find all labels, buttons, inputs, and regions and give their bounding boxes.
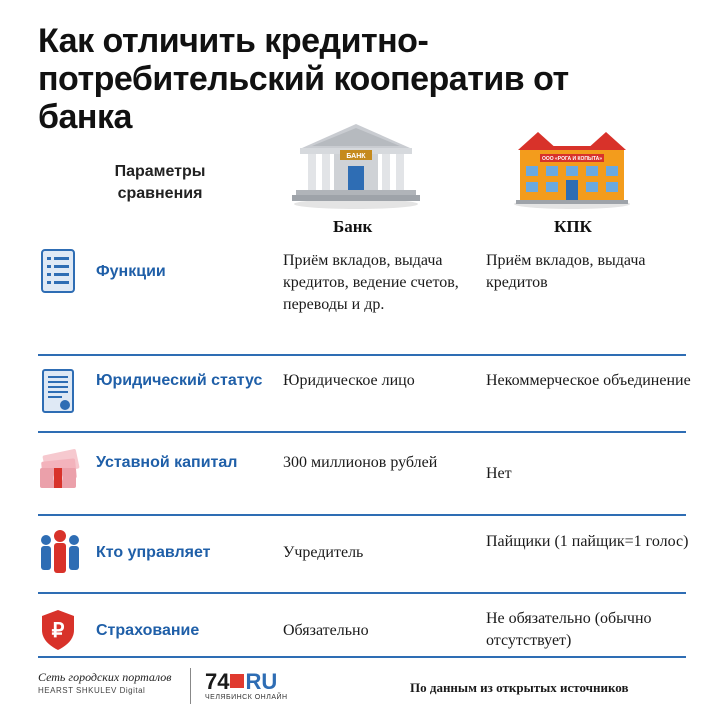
row-label-functions: Функции xyxy=(96,263,166,280)
page-title: Как отличить кредитно-потребительский кооператив от банка xyxy=(38,22,569,136)
column-header-bank: Банк xyxy=(333,217,373,236)
ruble-shield-icon xyxy=(38,608,78,656)
money-stack-icon xyxy=(38,448,82,496)
network-brand-line1: Сеть городских порталов xyxy=(38,670,172,684)
cell-kpk-legal-status: Некоммерческое объединение xyxy=(486,372,691,389)
network-brand-line2: HEARST SHKULEV Digital xyxy=(38,686,146,695)
cell-bank-capital: 300 миллионов рублей xyxy=(283,454,438,471)
kpk-sign-text: ООО «РОГА И КОПЫТА» xyxy=(541,156,603,162)
row-divider xyxy=(38,656,686,658)
checklist-icon xyxy=(38,248,78,296)
site-logo[interactable] xyxy=(205,671,315,705)
bank-sign-text: БАНК xyxy=(346,153,366,160)
row-divider xyxy=(38,514,686,516)
logo-suffix: RU xyxy=(245,669,278,694)
document-seal-icon xyxy=(38,368,78,416)
cell-bank-management: Учредитель xyxy=(283,544,364,561)
logo-number: 74 xyxy=(205,669,230,694)
svg-text:₽: ₽ xyxy=(51,620,65,642)
network-brand xyxy=(38,670,188,695)
row-divider xyxy=(38,354,686,356)
cell-kpk-capital: Нет xyxy=(486,465,512,482)
row-divider xyxy=(38,431,686,433)
people-group-icon xyxy=(38,528,82,576)
cell-bank-legal-status: Юридическое лицо xyxy=(283,372,415,389)
source-note: По данным из открытых источников xyxy=(410,680,629,695)
logo-red-square xyxy=(230,674,244,688)
cell-kpk-insurance: Не обязательно (обычно отсутствует) xyxy=(486,610,652,649)
params-header: Параметры сравнения xyxy=(114,163,206,202)
kpk-building-illustration xyxy=(512,120,632,210)
cell-kpk-management: Пайщики (1 пайщик=1 голос) xyxy=(486,533,689,550)
footer-separator xyxy=(190,668,191,704)
row-label-management: Кто управляет xyxy=(96,544,211,561)
row-label-legal-status: Юридический статус xyxy=(96,372,263,389)
cell-bank-insurance: Обязательно xyxy=(283,622,369,639)
cell-kpk-functions: Приём вкладов, выдача кредитов xyxy=(486,252,646,291)
logo-subtitle: ЧЕЛЯБИНСК ОНЛАЙН xyxy=(205,694,288,701)
row-label-insurance: Страхование xyxy=(96,622,200,639)
bank-building-illustration xyxy=(292,120,420,210)
row-label-capital: Уставной капитал xyxy=(96,454,238,471)
column-header-kpk: КПК xyxy=(554,217,592,236)
row-divider xyxy=(38,592,686,594)
cell-bank-functions: Приём вкладов, выдача кредитов, ведение счетов, переводы и др. xyxy=(283,252,459,313)
